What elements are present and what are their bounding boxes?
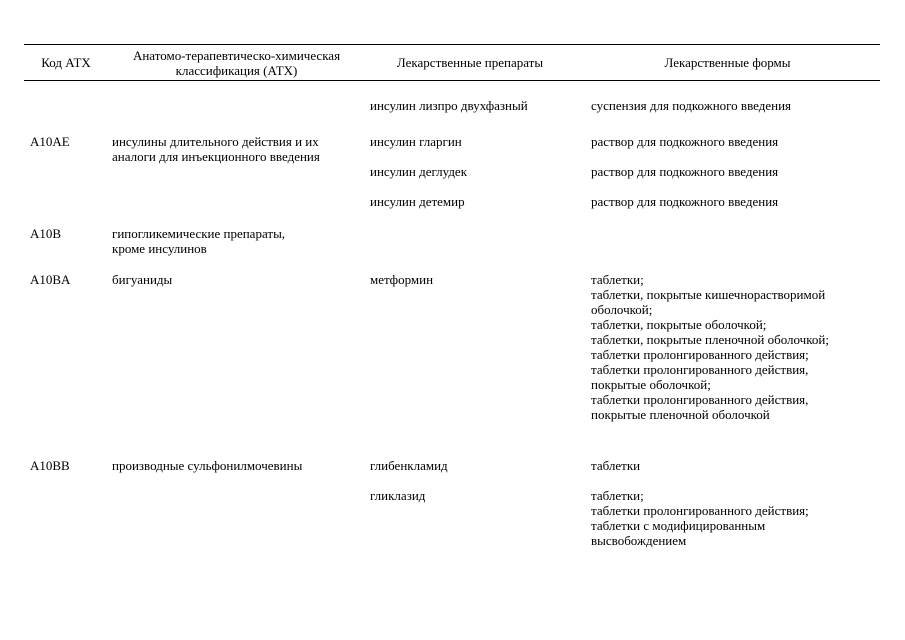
dosage-form-cell: раствор для подкожного введения xyxy=(591,164,779,179)
table-header-rule xyxy=(24,80,880,81)
drug-cell: глибенкламид xyxy=(370,458,448,473)
dosage-form-cell: суспензия для подкожного введения xyxy=(591,98,792,113)
dosage-form-cell: таблетки xyxy=(591,458,641,473)
atc-code-cell: A10B xyxy=(30,226,62,241)
header-drugs: Лекарственные препараты xyxy=(396,55,544,70)
header-atc-classification: Анатомо-терапевтическо-химическая классификация (АТХ) xyxy=(132,47,341,78)
classification-cell: гипогликемические препараты, кроме инсулинов xyxy=(112,226,286,256)
drug-cell: инсулин деглудек xyxy=(370,164,468,179)
classification-cell: инсулины длительного действия и их аналоги для инъекционного введения xyxy=(112,134,320,164)
dosage-form-cell: раствор для подкожного введения xyxy=(591,134,779,149)
drug-cell: инсулин детемир xyxy=(370,194,465,209)
table-top-rule xyxy=(24,44,880,45)
dosage-form-cell: таблетки; таблетки пролонгированного действия; таблетки с модифицированным высвобождением xyxy=(591,488,809,548)
drug-cell: метформин xyxy=(370,272,434,287)
classification-cell: производные сульфонилмочевины xyxy=(112,458,303,473)
header-dosage-forms: Лекарственные формы xyxy=(664,55,791,70)
classification-cell: бигуаниды xyxy=(112,272,173,287)
header-atc-code: Код АТХ xyxy=(41,55,91,70)
atc-code-cell: A10AE xyxy=(30,134,70,149)
drug-cell: гликлазид xyxy=(370,488,426,503)
drug-cell: инсулин гларгин xyxy=(370,134,462,149)
drug-cell: инсулин лизпро двухфазный xyxy=(370,98,528,113)
dosage-form-cell: раствор для подкожного введения xyxy=(591,194,779,209)
dosage-form-cell: таблетки; таблетки, покрытые кишечнорастворимой оболочкой; таблетки, покрытые оболочкой; таблетки, покрытые пленочной оболочкой; таблетки пролонгированного действия; таблетки пролонгированного действия, покрытые оболочкой; таблетки пролонгированного действия, покрытые пленочной оболочкой xyxy=(591,272,829,422)
atc-code-cell: A10BA xyxy=(30,272,71,287)
atc-code-cell: A10BB xyxy=(30,458,70,473)
